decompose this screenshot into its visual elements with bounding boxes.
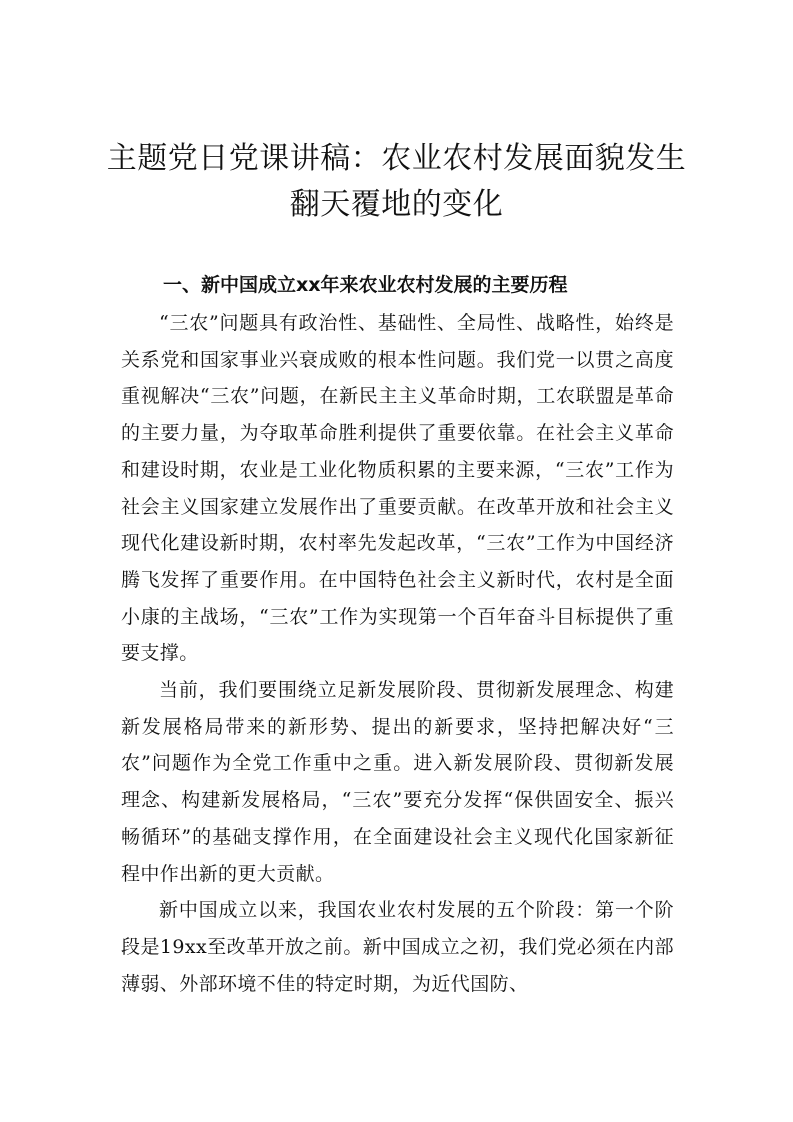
document-body	[121, 305, 674, 1002]
body-paragraph: “三农”问题具有政治性、基础性、全局性、战略性，始终是关系党和国家事业兴衰成败的根本性问题。我们党一以贯之高度重视解决“三农”问题，在新民主主义革命时期，工农联盟是革命的主要力量，为夺取革命胜利提供了重要依靠。在社会主义革命和建设时期，农业是工业化物质积累的主要来源，“三农”工作为社会主义国家建立发展作出了重要贡献。在改革开放和社会主义现代化建设新时期，农村率先发起改革，“三农”工作为中国经济腾飞发挥了重要作用。在中国特色社会主义新时代，农村是全面小康的主战场，“三农”工作为实现第一个百年奋斗目标提供了重要支撑。	[121, 312, 674, 665]
document-title-line-2: 翻天覆地的变化	[289, 187, 504, 222]
body-paragraph: 当前，我们要围绕立足新发展阶段、贯彻新发展理念、构建新发展格局带来的新形势、提出的新要求，坚持把解决好“三农”问题作为全党工作重中之重。进入新发展阶段、贯彻新发展理念、构建新发展格局，“三农”要充分发挥“保供固安全、振兴畅循环”的基础支撑作用，在全面建设社会主义现代化国家新征程中作出新的更大贡献。	[121, 679, 674, 885]
document-title-line-1: 主题党日党课讲稿：农业农村发展面貌发生	[106, 141, 687, 176]
section-heading: 一、新中国成立xx年来农业农村发展的主要历程	[163, 274, 568, 296]
body-paragraph: 新中国成立以来，我国农业农村发展的五个阶段：第一个阶段是19xx至改革开放之前。新中国成立之初，我们党必须在内部薄弱、外部环境不佳的特定时期，为近代国防、	[121, 899, 674, 995]
document-title	[100, 136, 693, 228]
